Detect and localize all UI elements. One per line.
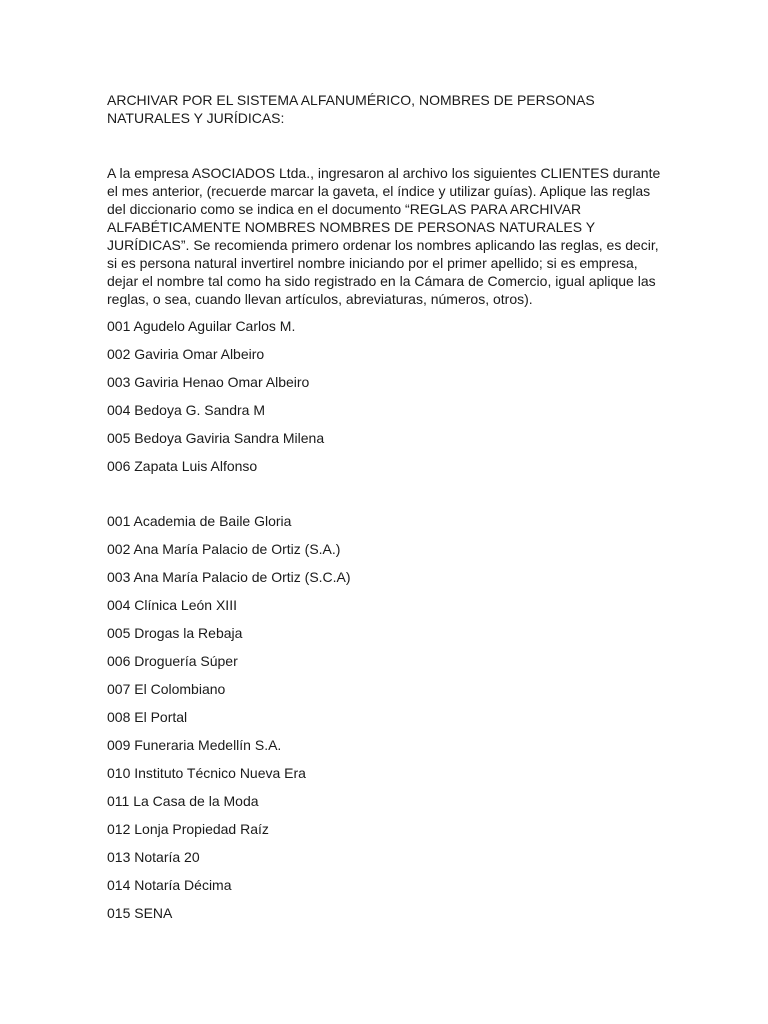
list-item: 003 Gaviria Henao Omar Albeiro: [107, 374, 310, 390]
list-item: 015 SENA: [107, 905, 173, 921]
list-item: 002 Ana María Palacio de Ortiz (S.A.): [107, 541, 341, 557]
list-item: 006 Droguería Súper: [107, 653, 238, 669]
list-item: 006 Zapata Luis Alfonso: [107, 458, 258, 474]
intro-paragraph: A la empresa ASOCIADOS Ltda., ingresaron al archivo los siguientes CLIENTES durante el mes anterior, (recuerde marcar la gaveta, el índice y utilizar guías). Aplique las reglas del diccionario como se indica en el documento “REGLAS PARA ARCHIVAR ALFABÉTICAMENTE NOMBRES NOMBRES DE PERSONAS NATURALES Y JURÍDICAS”. Se recomienda primero ordenar los nombres aplicando las reglas, es decir, si es persona natural invertirel nombre iniciando por el primer apellido; si es empresa, dejar el nombre tal como ha sido registrado en la Cámara de Comercio, igual aplique las reglas, o sea, cuando llevan artículos, abreviaturas, números, otros).: [107, 165, 661, 307]
list-item: 001 Agudelo Aguilar Carlos M.: [107, 318, 296, 334]
list-item: 004 Clínica León XIII: [107, 597, 237, 613]
list-item: 011 La Casa de la Moda: [107, 793, 259, 809]
list-item: 003 Ana María Palacio de Ortiz (S.C.A): [107, 569, 351, 585]
list-item: 008 El Portal: [107, 709, 188, 725]
list-item: 004 Bedoya G. Sandra M: [107, 402, 265, 418]
list-item: 005 Drogas la Rebaja: [107, 625, 243, 641]
natural-persons-list: [107, 317, 324, 485]
list-item: 007 El Colombiano: [107, 681, 226, 697]
list-item: 001 Academia de Baile Gloria: [107, 513, 292, 529]
legal-entities-list: [107, 512, 351, 932]
document-title: ARCHIVAR POR EL SISTEMA ALFANUMÉRICO, NOMBRES DE PERSONAS NATURALES Y JURÍDICAS:: [107, 92, 595, 126]
list-item: 013 Notaría 20: [107, 849, 200, 865]
list-item: 014 Notaría Décima: [107, 877, 232, 893]
list-item: 005 Bedoya Gaviria Sandra Milena: [107, 430, 325, 446]
list-item: 012 Lonja Propiedad Raíz: [107, 821, 269, 837]
list-item: 002 Gaviria Omar Albeiro: [107, 346, 265, 362]
list-item: 010 Instituto Técnico Nueva Era: [107, 765, 306, 781]
list-item: 009 Funeraria Medellín S.A.: [107, 737, 282, 753]
